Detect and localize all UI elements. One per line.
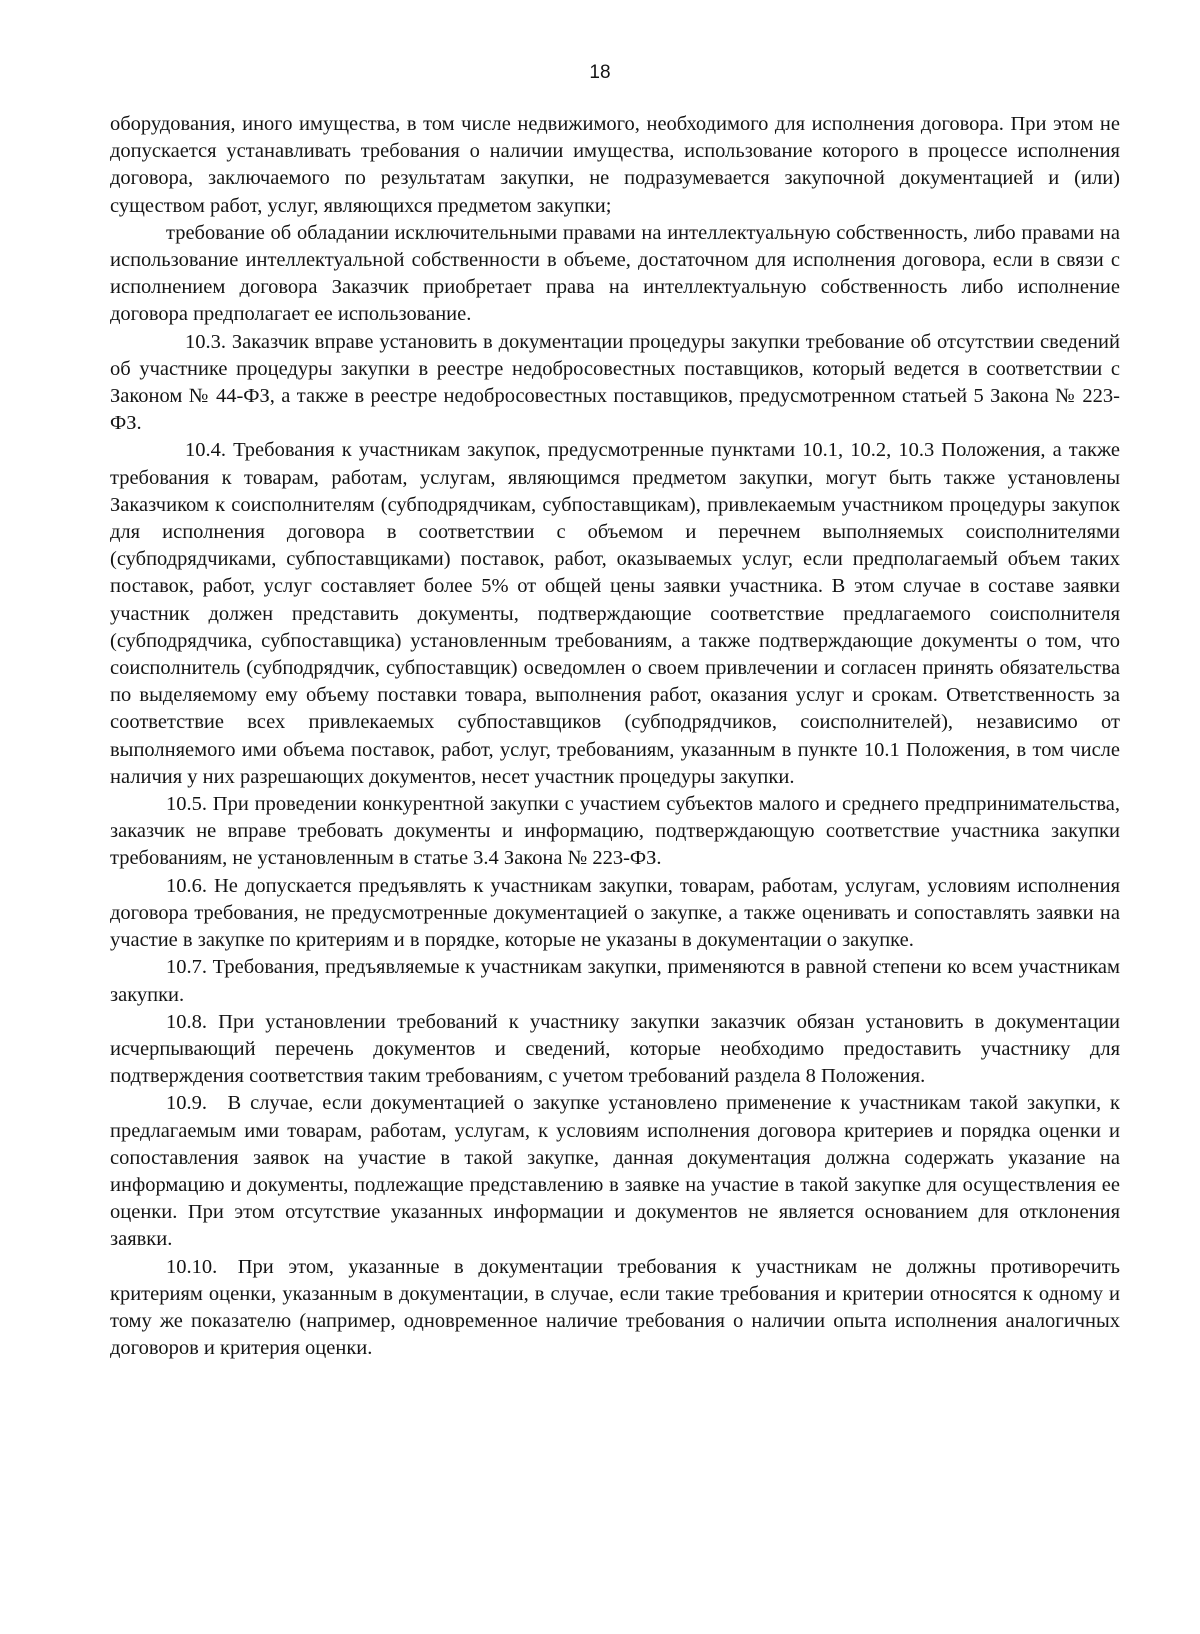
paragraph-10-10: 10.10. При этом, указанные в документации требования к участникам не должны противоречить критериям оценки, указанным в документации, в случае, если такие требования и критерии относятся к одному и тому же показателю (например, одновременное наличие требования о наличии опыта исполнения аналогичных договоров и критерия оценки. bbox=[110, 1255, 1120, 1360]
page-number: 18 bbox=[589, 62, 611, 83]
paragraph-10-4: 10.4. Требования к участникам закупок, предусмотренные пунктами 10.1, 10.2, 10.3 Положения, а также требования к товарам, работам, услугам, являющимся предметом закупки, могут быть также установлены Заказчиком к соисполнителям (субподрядчикам, субпоставщикам), привлекаемым участником процедуры закупок для исполнения договора в соответствии с объемом и перечнем выполняемых соисполнителями (субподрядчиками, субпоставщиками) поставок, работ, оказываемых услуг, если предполагаемый объем таких поставок, работ, услуг составляет более 5% от общей цены заявки участника. В этом случае в составе заявки участник должен представить документы, подтверждающие соответствие предлагаемого соисполнителя (субподрядчика, субпоставщика) установленным требованиям, а также подтверждающие документы о том, что соисполнитель (субподрядчик, субпоставщик) осведомлен о своем привлечении и согласен принять обязательства по выделяемому ему объему поставки товара, выполнения работ, оказания услуг и срокам. Ответственность за соответствие всех привлекаемых субпоставщиков (субподрядчиков, соисполнителей), независимо от выполняемого ими объема поставок, работ, услуг, требованиям, указанным в пункте 10.1 Положения, в том числе наличия у них разрешающих документов, несет участник процедуры закупки. bbox=[110, 439, 1120, 788]
paragraph-10-3: 10.3. Заказчик вправе установить в документации процедуры закупки требование об отсутствии сведений об участнике процедуры закупки в реестре недобросовестных поставщиков, который ведется в соответствии с Законом № 44-ФЗ, а также в реестре недобросовестных поставщиков, предусмотренном статьей 5 Закона № 223-ФЗ. bbox=[110, 330, 1120, 435]
paragraph-10-5: 10.5. При проведении конкурентной закупки с участием субъектов малого и среднего предпринимательства, заказчик не вправе требовать документы и информацию, подтверждающую соответствие участника закупки требованиям, не установленным в статье 3.4 Закона № 223-ФЗ. bbox=[110, 793, 1120, 870]
paragraph-10-7: 10.7. Требования, предъявляемые к участникам закупки, применяются в равной степени ко всем участникам закупки. bbox=[110, 956, 1120, 1006]
paragraph-ip-rights: требование об обладании исключительными правами на интеллектуальную собственность, либо правами на использование интеллектуальной собственности в объеме, достаточном для исполнения договора, если в связи с исполнением договора Заказчик приобретает права на интеллектуальную собственность либо исполнение договора предполагает ее использование. bbox=[110, 221, 1120, 326]
paragraph-10-6: 10.6. Не допускается предъявлять к участникам закупки, товарам, работам, услугам, условиям исполнения договора требования, не предусмотренные документацией о закупке, а также оценивать и сопоставлять заявки на участие в закупке по критериям и в порядке, которые не указаны в документации о закупке. bbox=[110, 874, 1120, 952]
paragraph-continuation: оборудования, иного имущества, в том числе недвижимого, необходимого для исполнения договора. При этом не допускается устанавливать требования о наличии имущества, использование которого в процессе исполнения договора, заключаемого по результатам закупки, не подразумевается закупочной документацией и (или) существом работ, услуг, являющихся предметом закупки; bbox=[110, 113, 1120, 217]
document-body bbox=[110, 111, 1120, 1362]
paragraph-10-8: 10.8. При установлении требований к участнику закупки заказчик обязан установить в документации исчерпывающий перечень документов и сведений, которые необходимо предоставить участнику для подтверждения соответствия таким требованиям, с учетом требований раздела 8 Положения. bbox=[110, 1010, 1120, 1088]
paragraph-10-9: 10.9. В случае, если документацией о закупке установлено применение к участникам такой закупки, к предлагаемым ими товарам, работам, услугам, к условиям исполнения договора критериев и порядка оценки и сопоставления заявок на участие в такой закупке, данная документация должна содержать указание на информацию и документы, подлежащие представлению в заявке на участие в такой закупке для осуществления ее оценки. При этом отсутствие указанных информации и документов не является основанием для отклонения заявки. bbox=[110, 1092, 1120, 1251]
